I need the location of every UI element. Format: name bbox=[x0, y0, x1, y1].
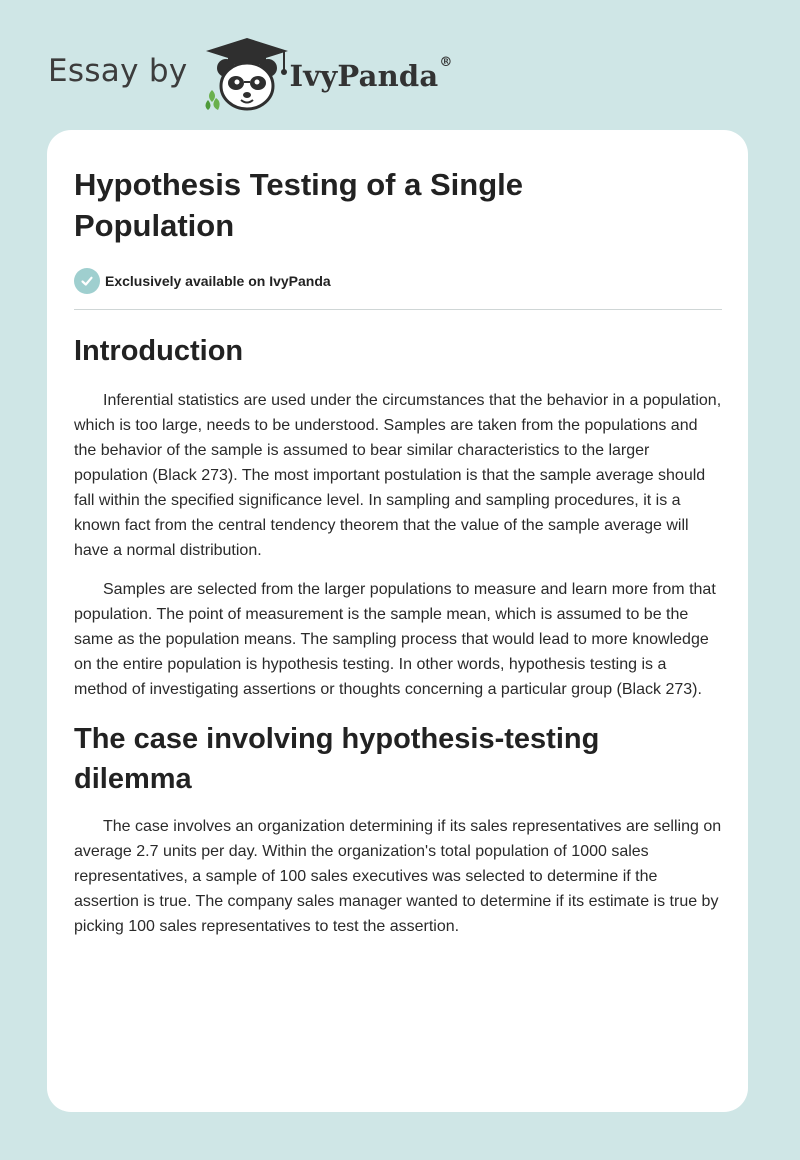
section-heading: Introduction bbox=[74, 335, 244, 367]
essay-title: Hypothesis Testing of a Single Population bbox=[74, 167, 523, 243]
section-heading: The case involving hypothesis-testing dilemma bbox=[74, 723, 600, 795]
panda-logo-icon[interactable] bbox=[202, 36, 292, 112]
badge-text: Exclusively available on IvyPanda bbox=[105, 273, 331, 289]
section-introduction bbox=[74, 331, 722, 702]
brand-name: IvyPanda® bbox=[289, 55, 453, 93]
paragraph: Samples are selected from the larger populations to measure and learn more from that population. The point of measurement is the sample mean, which is assumed to be the same as the population means. The sampling process that would lead to more knowledge on the entire population is hypothesis testing. In other words, hypothesis testing is a method of investigating assertions or thoughts concerning a particular group (Black 273). bbox=[74, 581, 716, 698]
paragraph: Inferential statistics are used under the circumstances that the behavior in a population, which is too large, needs to be understood. Samples are taken from the populations and the behavior of the sample is assumed to bear similar characteristics to the larger population (Black 273). The most important postulation is that the sample average should fall within the specified significance level. In sampling and sampling procedures, it is a known fact from the central tendency theorem that the value of the sample average will have a normal distribution. bbox=[74, 392, 722, 559]
checkmark-icon bbox=[74, 268, 100, 294]
exclusive-badge bbox=[74, 268, 722, 310]
section-case bbox=[74, 719, 722, 939]
brand-prefix: Essay by bbox=[48, 53, 188, 89]
essay-card bbox=[47, 130, 748, 1112]
site-header bbox=[48, 34, 453, 114]
paragraph: The case involves an organization determining if its sales representatives are selling on average 2.7 units per day. Within the organization's total population of 1000 sales representatives, a sample of 100 sales executives was selected to determine if the assertion is true. The company sales manager wanted to determine if its estimate is true by picking 100 sales representatives to test the assertion. bbox=[74, 818, 722, 935]
